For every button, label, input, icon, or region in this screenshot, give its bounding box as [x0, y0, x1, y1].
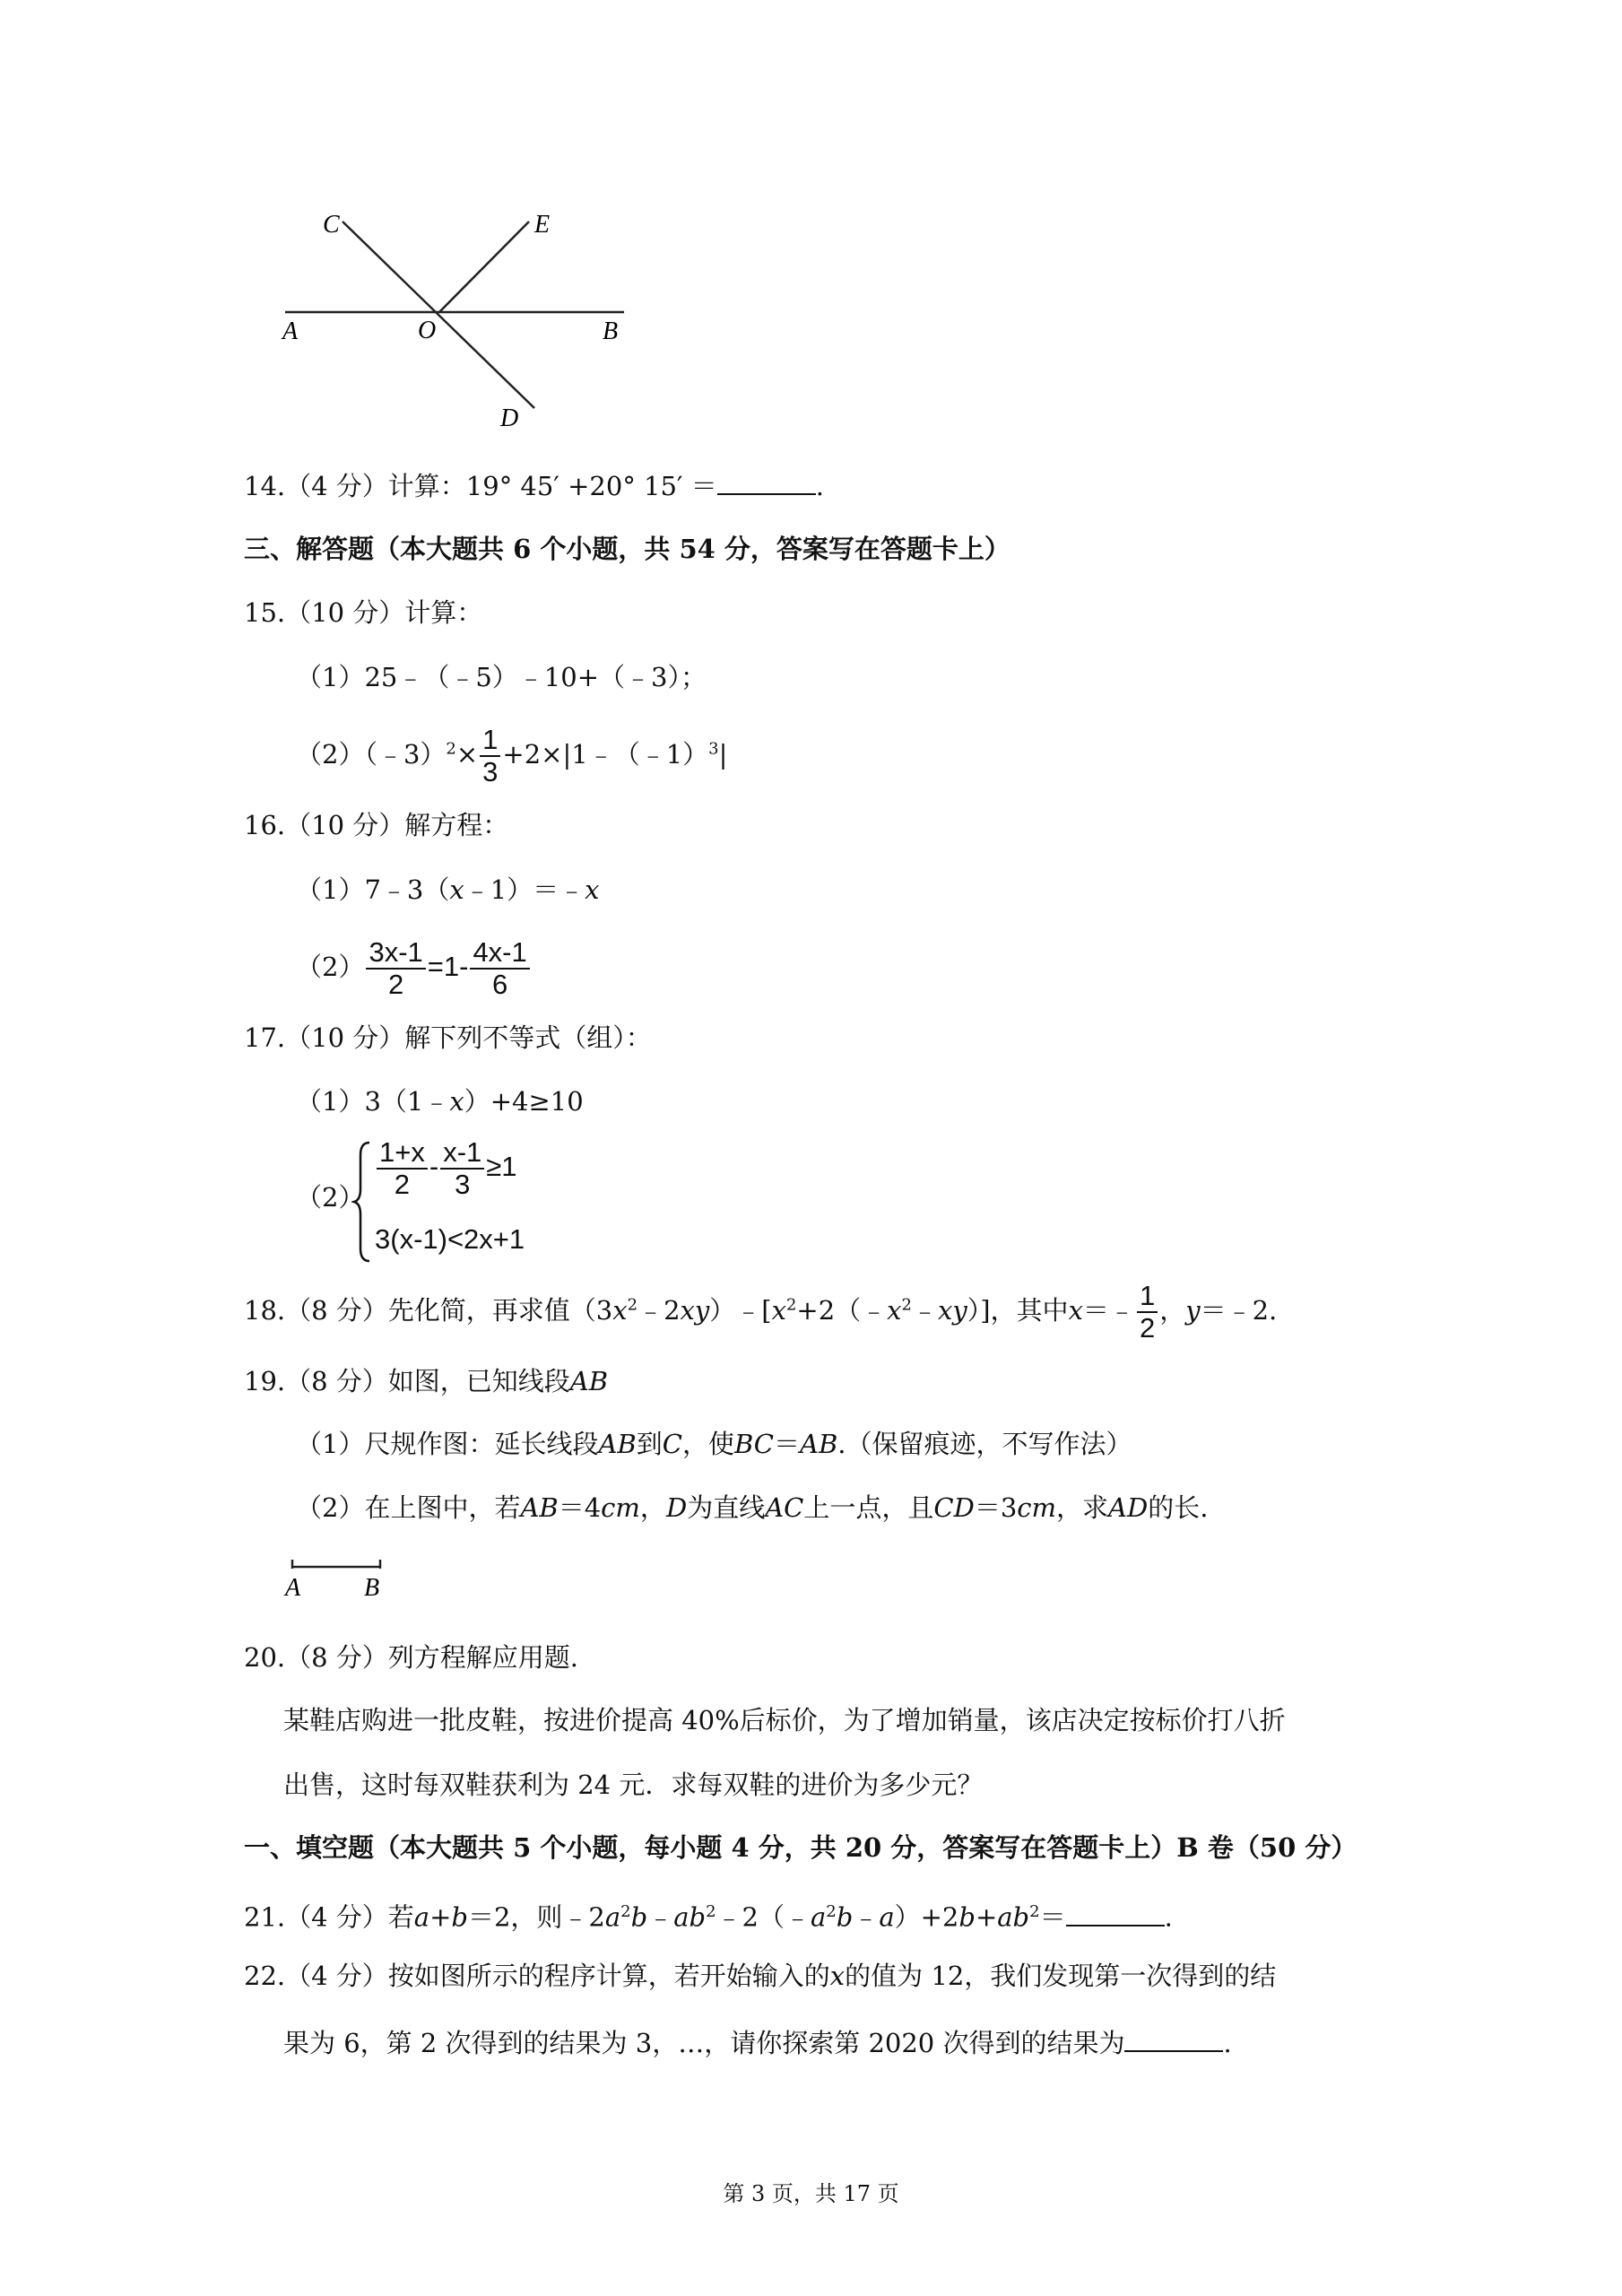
question-20: 20.（8 分）列方程解应用题. — [244, 1642, 579, 1673]
segment-label-b: B — [364, 1574, 380, 1601]
question-17-part-1: （1）3（1﹣x）+4≥10 — [296, 1086, 584, 1117]
question-14: 14.（4 分）计算：19° 45′ +20° 15′ ＝ . — [244, 471, 824, 501]
question-15: 15.（10 分）计算： — [244, 597, 483, 628]
answer-blank — [1066, 1901, 1165, 1926]
segment-label-a: A — [285, 1574, 301, 1601]
question-20-body-line-1: 某鞋店购进一批皮鞋，按进价提高 40%后标价，为了增加销量，该店决定按标价打八折 — [283, 1705, 1286, 1735]
inequality-row-2: 3(x-1)<2x+1 — [375, 1223, 525, 1255]
label-b: B — [603, 317, 619, 345]
question-16-part-2: （2） $\frac{3x-1}{2}$ =1- $\frac{4x-1}{6}$ — [296, 937, 532, 1000]
question-20-body-line-2: 出售，这时每双鞋获利为 24 元．求每双鞋的进价为多少元？ — [283, 1770, 984, 1800]
label-e: E — [534, 211, 551, 239]
question-19-part-1: （1）尺规作图：延长线段AB到C，使BC＝AB.（保留痕迹，不写作法） — [296, 1429, 1132, 1459]
question-15-part-2: （2）（﹣3）$^2$× $\frac{1}{3}$ +2×|1﹣（﹣1）$^3$| — [296, 724, 728, 787]
line-oe — [439, 222, 529, 312]
fraction-one-half: $\frac{1}{2}$ — [1137, 1281, 1158, 1344]
question-17-part-2-label: （2） — [296, 1182, 365, 1213]
label-o: O — [418, 317, 437, 344]
fraction-1-plus-x-over-2: $\frac{1+x}{2}$ — [377, 1137, 428, 1200]
section-title-fill-blank: 一、填空题（本大题共 5 个小题，每小题 4 分，共 20 分，答案写在答题卡上）B 卷（50 分） — [244, 1832, 1357, 1863]
question-21: 21.（4 分）若a+b＝2，则$﹣2a^2b﹣ab^2﹣2(﹣a^2b﹣a)+2b+ab^2=$ . — [244, 1901, 1173, 1933]
fraction-4x-1-over-6: $\frac{4x-1}{6}$ — [470, 937, 529, 1000]
question-19-part-2: （2）在上图中，若AB＝4cm，D为直线AC上一点，且CD＝3cm，求AD的长. — [296, 1492, 1209, 1523]
question-19: 19.（8 分）如图，已知线段AB — [244, 1366, 609, 1396]
angle-figure — [269, 202, 646, 444]
question-16-part-1: （1）7﹣3（x﹣1）＝﹣x — [296, 874, 600, 905]
answer-blank — [717, 470, 816, 495]
answer-blank — [1124, 2027, 1223, 2052]
fraction-3x-1-over-2: $\frac{3x-1}{2}$ — [366, 937, 425, 1000]
label-d: D — [500, 404, 519, 432]
fraction-x-1-over-3: $\frac{x-1}{3}$ — [440, 1137, 484, 1200]
question-15-part-1: （1）25﹣（﹣5）﹣10+（﹣3）； — [296, 662, 707, 692]
question-18: 18.（8 分）先化简，再求值$(3x^2﹣2xy)﹣[x^2+2(﹣x^2﹣xy)]$，其中x＝﹣ $\frac{1}{2}$ ，y＝﹣2. — [244, 1280, 1278, 1344]
question-17: 17.（10 分）解下列不等式（组）： — [244, 1022, 652, 1053]
line-cd — [343, 222, 534, 408]
section-title-solve: 三、解答题（本大题共 6 个小题，共 54 分，答案写在答题卡上） — [244, 534, 1010, 564]
inequality-row-1: $\frac{1+x}{2}$ - $\frac{x-1}{3}$ ≥1 — [375, 1137, 517, 1200]
fraction-one-third: $\frac{1}{3}$ — [480, 725, 500, 787]
question-22: 22.（4 分）按如图所示的程序计算，若开始输入的x的值为 12，我们发现第一次得到的结 — [244, 1961, 1277, 1991]
label-c: C — [323, 211, 340, 239]
question-22-line-2: 果为 6，第 2 次得到的结果为 3，…，请你探索第 2020 次得到的结果为 . — [283, 2028, 1232, 2058]
label-a: A — [282, 317, 299, 345]
question-16: 16.（10 分）解方程： — [244, 810, 509, 840]
page-footer: 第 3 页，共 17 页 — [723, 2181, 899, 2206]
segment-ab-figure — [283, 1556, 391, 1601]
system-brace — [351, 1139, 373, 1265]
